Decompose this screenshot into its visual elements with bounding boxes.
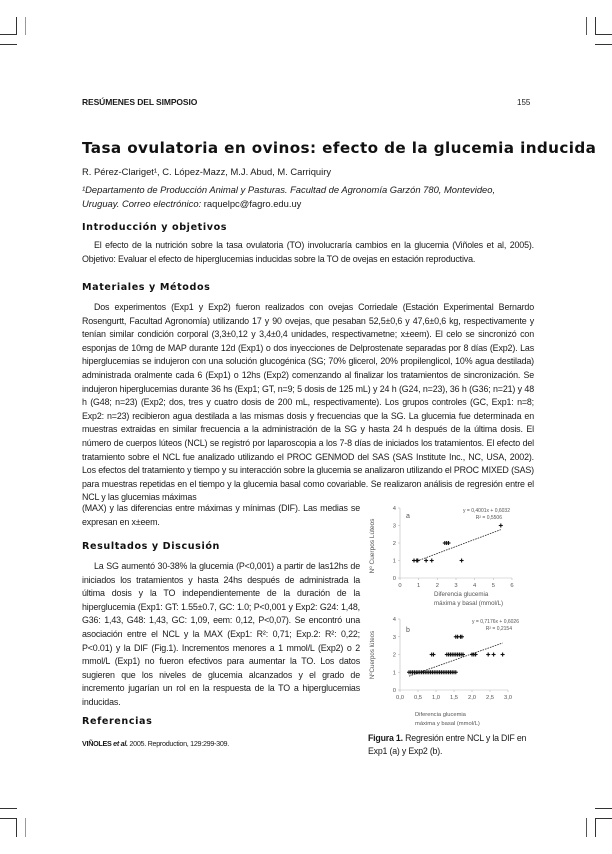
trendline xyxy=(417,530,501,562)
figure-1b-scatter xyxy=(362,612,532,730)
r-squared: R² = 0,5506 xyxy=(475,515,502,521)
crop-mark xyxy=(595,818,596,837)
methods-text-tail: (MAX) y las diferencias entre máximas y mínimas (DIF). Las medias se expresan en x±eem. xyxy=(82,503,360,527)
crop-mark xyxy=(25,818,26,837)
regression-equation: y = 0,7176x + 0,6026 xyxy=(472,619,519,625)
reference-author: VIÑOLES xyxy=(82,739,112,748)
x-tick-label: 1,0 xyxy=(431,695,441,701)
results-paragraph xyxy=(82,560,360,710)
intro-text: El efecto de la nutrición sobre la tasa ovulatoria (TO) involucraría cambios en la glucemia (Viñoles et al, 2005). Objetivo: Evaluar el efecto de hiperglucemias inducidas sobre la TO de ovejas en estación reproductiva. xyxy=(82,240,534,264)
crop-mark xyxy=(586,818,587,837)
x-tick-label: 2 xyxy=(435,583,439,589)
figure-caption xyxy=(368,732,538,759)
y-tick-label: 1 xyxy=(392,558,396,565)
results-text: La SG aumentó 30-38% la glucemia (P<0,001) a partir de las12hs de iniciados los tratamientos y hasta 24hs después de administrada la última dosis y la TO independientemente de la duración de la hiperglucemia (Exp1: GT: 1.55±0.7, GC: 1.0; P<0,001 y Exp2: G24: 1,48, G36: 1,43, G48: 1,43, GC: 1,09, eem: 0,12, P<0,07). Se encontró una asociación entre el NCL y la MAX (Exp1: R²: 0,71; Exp.2: R²: 0,22; P<0.01) y la DIF (Fig.1). Incrementos menores a 1 mmol/L (Exp2) o 2 mmol/L (Exp1) no fueron efectivos para aumentar la TO. Los datos sugieren que los niveles de glucemia alcanzados y el grado de incremento jugarían un rol en la respuesta de la TO a hiperglucemias inducidas. xyxy=(82,561,360,707)
crop-mark xyxy=(25,17,26,35)
r-squared: R² = 0,2154 xyxy=(485,626,512,632)
y-tick-label: 1 xyxy=(392,670,396,677)
reference-item xyxy=(82,739,229,748)
methods-text: Dos experimentos (Exp1 y Exp2) fueron realizados con ovejas Corriedale (Estación Experimental Bernardo Rosengurtt, Facultad Agronomía) utilizando 17 y 90 ovejas, que pesaban 52,5±0,6 y 47,6±0,6 kg, respectivamente y tenían similar condición corporal (3,3±0,12 y 3,4±0,4 unidades, respectivametne; x±eem). El celo se sincronizó con esponjas de 10mg de MAP durante 12d (Exp1) o dos inyecciones de Delprostenate separadas por 8 días (Exp2). Las hiperglucemias se indujeron con una solución glucogénica (SG; 70% glicerol, 20% propilenglicol, 10% agua destilada) administrada oralmente cada 6 (Exp1) o 12hs (Exp2) comenzando al finalizar los tratamientos de sincronización. Se indujeron hiperglucemias durante 36 hs (Exp1; GT, n=9; 5 dosis de 125 mL) y 24 h (G24, n=23), 36 h (G36; n=21) y 48 h (G48; n=23) (Exp2; dos, tres y cuatro dosis de 200 mL, respectivamente). Los grupos controles (GC, Exp1: n=8; Exp2: n=23) recibieron agua destilada a las mismas dosis y frecuencias que la SG. La glucemia fue determinada en muestras extraidas en similar frecuencia a la administración de la SG y hasta 24 h después de la última dosis. El número de cuerpos lúteos (NCL) se registró por laparoscopia a los 7-8 días de iniciados los tratamientos. El efecto del tratamiento sobre el NCL fue analizado utilizando el PROC GENMOD del SAS (SAS Institute Inc., NC, USA, 2002). Los efectos del tratamiento y tiempo y su interacción sobre la glucemia se analizaron utilizando el PROC MIXED (SAS) para muestras repetidas en el tiempo y la glucemia basal como covariable. Se realizaron análisis de regresión entre el NCL y las glucemias máximas xyxy=(82,302,534,503)
caption-label: Figura 1. xyxy=(368,733,403,743)
x-tick-label: 1,5 xyxy=(449,695,459,701)
data-point xyxy=(460,559,464,563)
x-tick-label: 6 xyxy=(510,583,514,589)
x-axis-label-line1: Diferencia glucemia xyxy=(415,712,466,718)
crop-mark xyxy=(595,34,612,35)
x-axis-label-line1: Diferencia glucemia xyxy=(434,591,489,598)
y-tick-label: 0 xyxy=(392,688,396,694)
y-tick-label: 4 xyxy=(392,506,396,512)
x-tick-label: 0,5 xyxy=(413,695,423,701)
heading-results: Resultados y Discusión xyxy=(82,541,220,552)
crop-mark xyxy=(595,17,596,35)
reference-source: 2005. Reproduction, 129:299-309. xyxy=(127,739,229,748)
affiliation xyxy=(82,183,534,210)
intro-paragraph xyxy=(82,239,534,266)
running-header: RESÚMENES DEL SIMPOSIO xyxy=(82,97,198,107)
authors: R. Pérez-Clariget¹, C. López-Mazz, M.J. Abud, M. Carriquiry xyxy=(82,166,332,177)
y-axis-label: Nº Cuerpos Lúteos xyxy=(369,518,376,574)
crop-mark xyxy=(595,818,612,819)
x-tick-label: 5 xyxy=(491,583,495,589)
crop-mark xyxy=(16,818,17,837)
heading-methods: Materiales y Métodos xyxy=(82,282,211,293)
crop-mark xyxy=(0,44,17,45)
x-tick-label: 1 xyxy=(417,583,421,589)
methods-paragraph-tail xyxy=(82,502,360,529)
affiliation-text: ¹Departamento de Producción Animal y Pasturas. Facultad de Agronomía Garzón 780, Montevideo, Uruguay. Correo electrónico: xyxy=(82,184,496,209)
reference-etal: et al. xyxy=(111,739,128,748)
x-tick-label: 3,0 xyxy=(503,695,513,701)
regression-equation: y = 0,4001x + 0,6032 xyxy=(463,508,510,514)
crop-mark xyxy=(16,17,17,35)
methods-paragraph xyxy=(82,301,534,505)
y-tick-label: 3 xyxy=(392,634,396,641)
data-point xyxy=(486,653,490,657)
crop-mark xyxy=(586,17,587,35)
crop-mark xyxy=(595,808,612,809)
email-link[interactable]: raquelpc@fagro.edu.uy xyxy=(203,197,302,209)
data-point xyxy=(430,559,434,563)
crop-mark xyxy=(0,34,17,35)
page-number: 155 xyxy=(517,98,531,107)
crop-mark xyxy=(0,808,17,809)
heading-references: Referencias xyxy=(82,716,153,727)
x-tick-label: 4 xyxy=(473,583,477,589)
x-axis-label-line2: máxima y basal (mmol/L) xyxy=(434,600,504,607)
x-axis-label-line2: máxima y basal (mmol/L) xyxy=(415,721,480,727)
x-tick-label: 3 xyxy=(454,583,458,589)
x-tick-label: 0 xyxy=(398,583,402,589)
y-axis-title xyxy=(369,518,376,574)
data-point xyxy=(499,524,503,528)
x-tick-label: 0,0 xyxy=(395,695,405,701)
panel-label: b xyxy=(406,627,410,634)
caption-text: Regresión entre NCL y la DIF en Exp1 (a) y Exp2 (b). xyxy=(368,733,527,757)
crop-mark xyxy=(595,44,612,45)
heading-introduction: Introducción y objetivos xyxy=(82,222,228,233)
data-point xyxy=(501,653,505,657)
y-axis-title xyxy=(369,631,376,679)
article-title: Tasa ovulatoria en ovinos: efecto de la glucemia inducida xyxy=(82,139,597,157)
crop-mark xyxy=(0,818,17,819)
y-tick-label: 2 xyxy=(392,541,396,547)
panel-label: a xyxy=(406,513,410,520)
x-tick-label: 2,0 xyxy=(467,695,477,701)
x-tick-label: 2,5 xyxy=(485,695,495,701)
y-axis-label: NºCuerpos lúteos xyxy=(369,630,376,680)
data-point xyxy=(492,653,496,657)
y-tick-label: 2 xyxy=(392,652,396,659)
y-tick-label: 3 xyxy=(392,523,396,530)
figure-1a-scatter xyxy=(362,498,532,613)
data-point xyxy=(424,559,428,563)
y-tick-label: 0 xyxy=(392,576,396,582)
y-tick-label: 4 xyxy=(392,617,396,623)
